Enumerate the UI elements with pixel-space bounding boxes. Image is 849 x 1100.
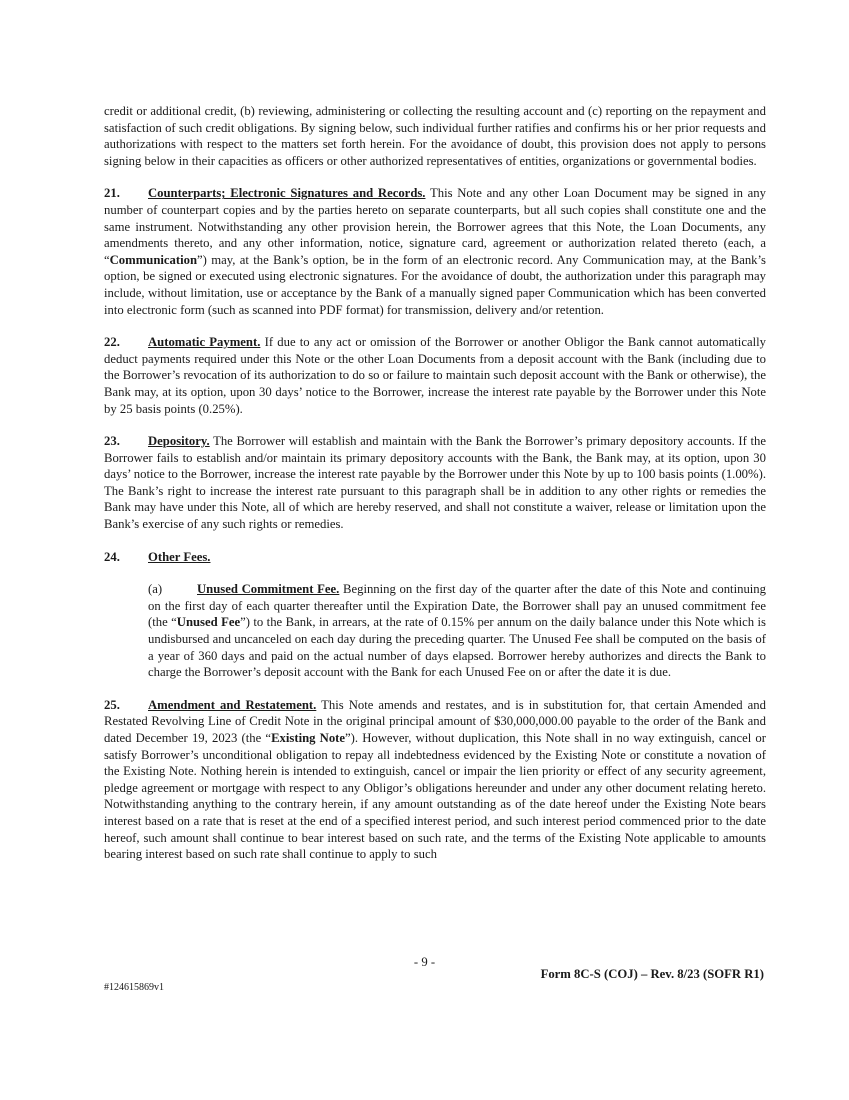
section-number: 25. (104, 697, 120, 712)
section-heading: Counterparts; Electronic Signatures and Records. (148, 186, 426, 201)
form-reference: Form 8C-S (COJ) – Rev. 8/23 (SOFR R1) (540, 967, 764, 981)
document-id: #124615869v1 (104, 982, 164, 993)
section-24 (104, 549, 766, 566)
section-heading: Depository. (148, 434, 210, 449)
section-heading: Automatic Payment. (148, 335, 261, 350)
subsection-label: (a) (148, 582, 163, 597)
intro-paragraph: credit or additional credit, (b) reviewing, administering or collecting the resulting account and (c) reporting on the repayment and satisfaction of such credit obligations. By signing below, such individual further ratifies and confirms his or her prior requests and authorizations with respect to the matters set forth herein. For the avoidance of doubt, this provision does not apply to persons signing below in their capacities as officers or other authorized representatives of entities, organizations or governmental bodies. (104, 104, 766, 168)
section-22: 22. Automatic Payment. If due to any act or omission of the Borrower or another Obligor the Bank cannot automatically deduct payments required under this Note or the other Loan Documents from a deposit account with the Bank (including due to the Borrower’s revocation of its authorization to do so or failure to maintain such deposit account with the Bank or otherwise), the Bank may, at its option, upon 30 days’ notice to the Borrower, increase the interest rate payable by the Borrower under this Note by 25 basis points (0.25%). (104, 335, 766, 416)
section-25: 25. Amendment and Restatement. This Note amends and restates, and is in substitution for, that certain Amended and Restated Revolving Line of Credit Note in the original principal amount of $30,000,000.00 payable to the order of the Bank and dated December 19, 2023 (the “Existing Note”). However, without duplication, this Note shall in no way extinguish, cancel or satisfy Borrower’s unconditional obligation to repay all indebtedness evidenced by the Existing Note or constitute a novation of the Existing Note. Nothing herein is intended to extinguish, cancel or impair the lien priority or effect of any security agreement, pledge agreement or mortgage with respect to any Obligor’s obligations hereunder and under any other document relating hereto. Notwithstanding anything to the contrary herein, if any amount outstanding as of the date hereof under the Existing Note bears interest based on a rate that is reset at the end of a specified interest period, and such interest period commenced prior to the date hereof, such amount shall continue to bear interest based on such rate, and the terms of the Existing Note applicable to amounts bearing interest based on such rate shall continue to apply to such (104, 697, 767, 862)
section-heading: Amendment and Restatement. (148, 697, 317, 712)
section-24a: (a) Unused Commitment Fee. Beginning on the first day of the quarter after the date of this Note and continuing on the first day of each quarter thereafter until the Expiration Date, the Borrower shall pay an unused commitment fee (the “Unused Fee”) to the Bank, in arrears, at the rate of 0.15% per annum on the daily balance under this Note which is undisbursed and uncanceled on each day during the preceding quarter. The Unused Fee shall be computed on the basis of a year of 360 days and paid on the actual number of days elapsed. Borrower hereby authorizes and directs the Bank to charge the Borrower’s deposit account with the Bank for each Unused Fee on or after the date it is due. (148, 582, 766, 680)
section-21: 21. Counterparts; Electronic Signatures and Records. This Note and any other Loan Document may be signed in any number of counterpart copies and by the parties hereto on separate counterparts, but all such copies shall constitute one and the same instrument. Notwithstanding any other provision herein, the Borrower agrees that this Note, the Loan Documents, any amendments thereto, and any other information, notice, signature card, agreement or authorization related thereto (each, a “Communication”) may, at the Bank’s option, be in the form of an electronic record. Any Communication may, at the Bank’s option, be signed or executed using electronic signatures. For the avoidance of doubt, the authorization under this paragraph may include, without limitation, use or acceptance by the Bank of a manually signed paper Communication which has been converted into electronic form (such as scanned into PDF format) for transmission, delivery and/or retention. (104, 186, 766, 317)
subsection-heading: Unused Commitment Fee. (197, 582, 340, 597)
section-23: 23. Depository. The Borrower will establish and maintain with the Bank the Borrower’s primary depository accounts. If the Borrower fails to establish and/or maintain its primary depository accounts with the Bank, the Bank may, at its option, upon 30 days’ notice to the Borrower, increase the interest rate payable by the Borrower under this Note by up to 100 basis points (1.00%). The Bank’s right to increase the interest rate pursuant to this paragraph shall be in addition to any other rights or remedies the Bank may have under this Note, all of which are hereby reserved, and shall not constitute a waiver, release or limitation upon the Bank’s exercise of any such rights or remedies. (104, 434, 766, 532)
defined-term: Existing Note (271, 731, 346, 745)
document-body (104, 103, 766, 863)
section-number: 24. (104, 549, 120, 564)
section-number: 22. (104, 335, 120, 350)
section-number: 21. (104, 186, 120, 201)
section-number: 23. (104, 434, 120, 449)
section-heading: Other Fees. (148, 549, 211, 564)
defined-term: Communication (109, 252, 198, 267)
page-number: - 9 - (413, 955, 436, 969)
defined-term: Unused Fee (176, 615, 241, 630)
